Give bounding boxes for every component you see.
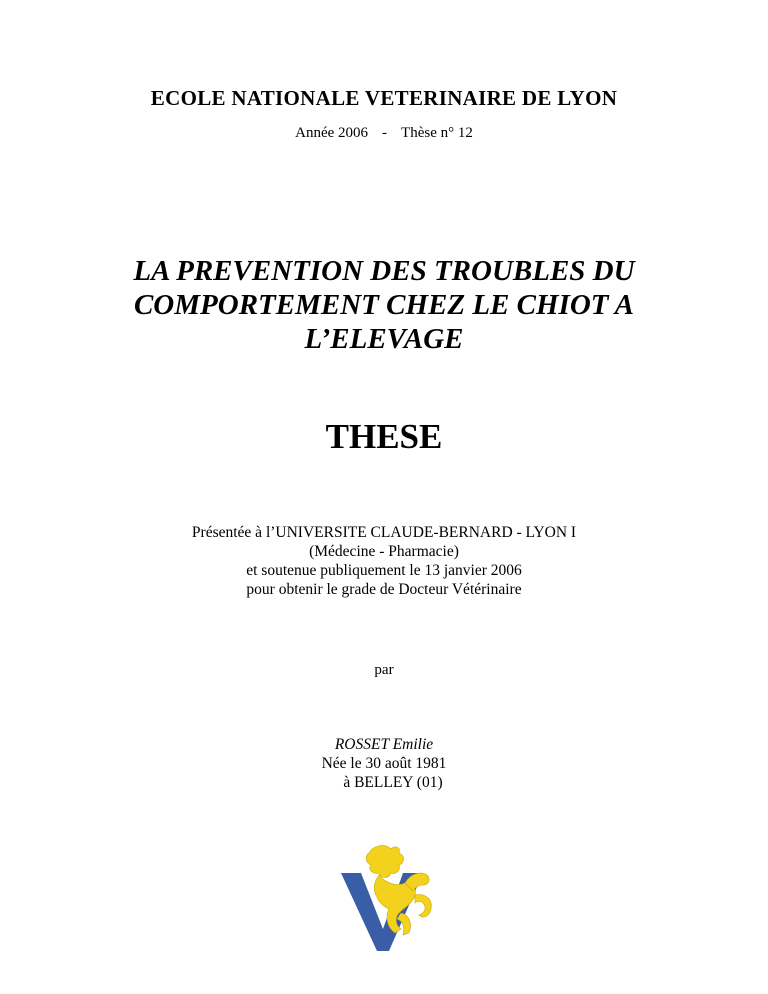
logo-lion-head — [366, 846, 403, 878]
presentation-block — [0, 523, 768, 599]
year-and-thesis-number — [0, 125, 768, 142]
author-birth-date: Née le 30 août 1981 — [321, 755, 447, 772]
thesis-year: Année 2006 — [295, 125, 369, 141]
presentation-university: Présentée à l’UNIVERSITE CLAUDE-BERNARD - LYON I — [191, 524, 577, 541]
presentation-degree: pour obtenir le grade de Docteur Vétérinaire — [246, 581, 522, 598]
thesis-number: Thèse n° 12 — [401, 125, 473, 141]
logo-lion-tail — [415, 895, 431, 917]
author-name: ROSSET Emilie — [334, 736, 434, 753]
lion-v-logo-icon — [339, 843, 437, 953]
school-name: ECOLE NATIONALE VETERINAIRE DE LYON — [150, 86, 618, 110]
document-type: THESE — [325, 417, 443, 456]
by-label: par — [374, 662, 394, 678]
author-birth-place: à BELLEY (01) — [343, 774, 443, 791]
thesis-title — [84, 254, 684, 356]
author-block — [0, 735, 768, 792]
thesis-title-line-3: L’ELEVAGE — [304, 323, 464, 355]
thesis-title-line-1: LA PREVENTION DES TROUBLES DU — [133, 255, 635, 287]
presentation-faculty: (Médecine - Pharmacie) — [309, 543, 459, 560]
presentation-defense-date: et soutenue publiquement le 13 janvier 2006 — [246, 562, 522, 579]
thesis-title-line-2: COMPORTEMENT CHEZ LE CHIOT A — [133, 289, 635, 321]
separator: - — [382, 125, 388, 141]
